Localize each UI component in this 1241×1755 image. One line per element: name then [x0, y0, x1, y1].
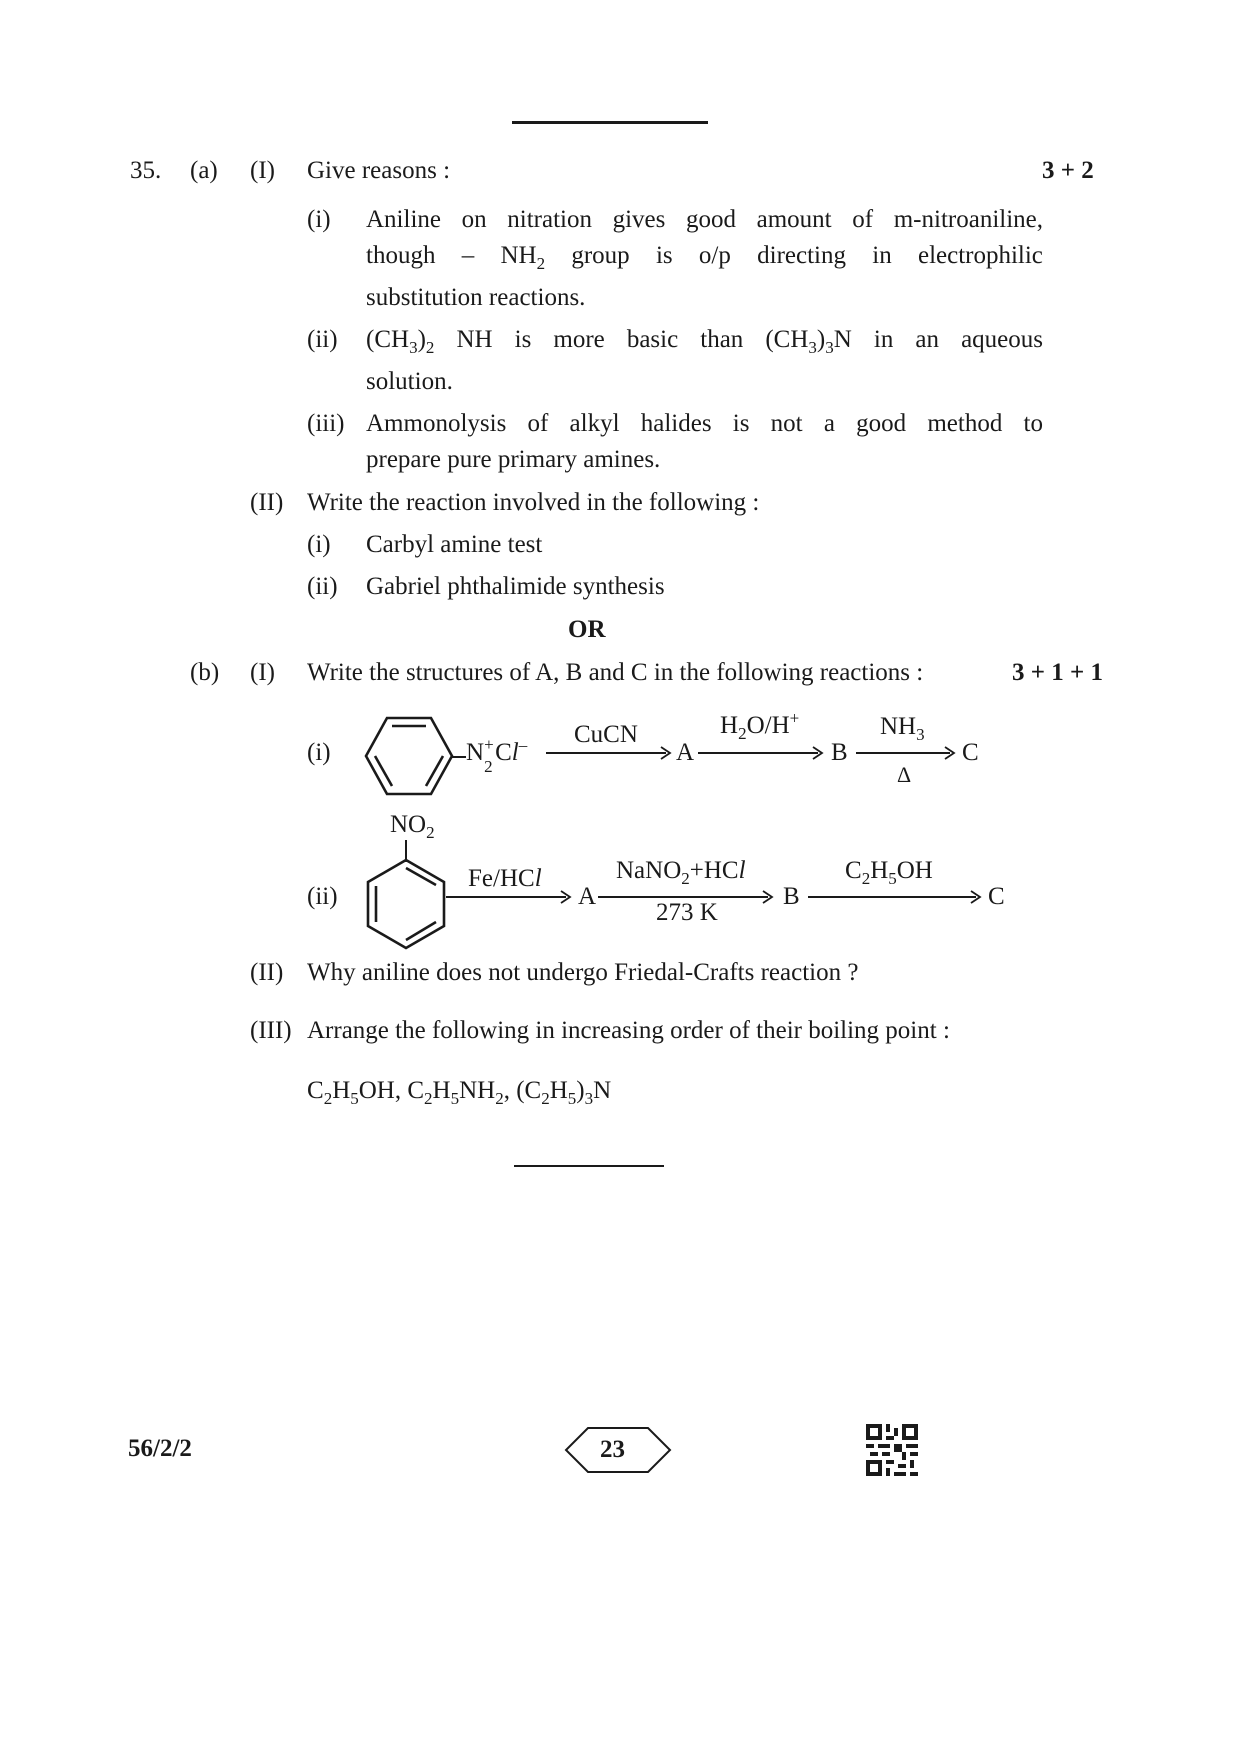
arrow-1-head: [660, 746, 672, 760]
arrow-4-head: [560, 890, 572, 904]
part-b-II-text: Why aniline does not undergo Friedal-Crafts reaction ?: [307, 959, 859, 986]
reason-i-line3: substitution reactions.: [366, 284, 586, 311]
benzene-ring-icon: [364, 714, 456, 798]
reason-ii-line2: solution.: [366, 368, 453, 395]
part-a-II-text: Write the reaction involved in the following :: [307, 489, 760, 516]
reaction-item-ii-label: (ii): [307, 573, 338, 600]
arrow-6-head: [970, 890, 982, 904]
product-c-ii: C: [988, 883, 1005, 910]
reason-iii-line1: Ammonolysis of alkyl halides is not a good method to: [366, 410, 1043, 437]
part-a-I-label: (I): [250, 157, 275, 184]
part-b-III-text: Arrange the following in increasing order of their boiling point :: [307, 1017, 950, 1044]
product-a-i: A: [676, 739, 695, 766]
reaction-item-i-text: Carbyl amine test: [366, 531, 543, 558]
product-c-i: C: [962, 739, 979, 766]
part-b-II-label: (II): [250, 959, 284, 986]
reaction-ii-label: (ii): [307, 883, 338, 910]
qr-code-icon: [866, 1424, 918, 1476]
diazonium-salt: N + 2 Cl–: [466, 735, 528, 776]
reagent-ethanol: $C_2H_5OH$: [845, 857, 933, 888]
part-b-label: (b): [190, 659, 220, 686]
end-rule: [514, 1165, 664, 1167]
reaction-item-i-label: (i): [307, 531, 331, 558]
part-b-III-label: (III): [250, 1017, 292, 1044]
reagent-h2o-h: $H_2O/H^+$: [720, 708, 800, 743]
reaction-item-ii-text: Gabriel phthalimide synthesis: [366, 573, 665, 600]
arrow-3-line: [856, 752, 950, 754]
reason-i-line2: though – $NH_2$ group is o/p directing in electrophilic: [366, 242, 1043, 273]
part-a-I-text: Give reasons :: [307, 157, 451, 184]
reason-ii-label: (ii): [307, 326, 338, 353]
part-a-II-label: (II): [250, 489, 284, 516]
arrow-2-line: [698, 752, 818, 754]
part-b-I-text: Write the structures of A, B and C in the following reactions :: [307, 659, 924, 686]
diazo-bond: [452, 756, 466, 758]
reagent-nh3: $NH_3$: [880, 713, 925, 744]
part-a-marks: 3 + 2: [1042, 157, 1094, 184]
paper-code: 56/2/2: [128, 1435, 192, 1462]
reagent-cucn: CuCN: [574, 721, 638, 748]
arrow-3-head: [944, 746, 956, 760]
product-b-ii: B: [783, 883, 800, 910]
part-b-marks: 3 + 1 + 1: [1012, 659, 1103, 686]
arrow-6-line: [808, 896, 976, 898]
reason-ii-line1: $(CH_3)_2$ NH is more basic than $(CH_3)_3N$ in an aqueous: [366, 326, 1043, 357]
reagent-nano2-hcl: NaNO$_2$+HCl: [616, 857, 746, 888]
reagent-temperature: 273 K: [656, 899, 718, 926]
reagent-heat: Δ: [897, 762, 912, 787]
or-label: OR: [568, 616, 606, 643]
product-a-ii: A: [578, 883, 597, 910]
part-a-label: (a): [190, 157, 218, 184]
reason-iii-label: (iii): [307, 410, 345, 437]
product-b-i: B: [831, 739, 848, 766]
reaction-i-label: (i): [307, 739, 331, 766]
nitrobenzene-ring-icon: [364, 858, 448, 950]
question-number: 35.: [130, 157, 162, 184]
compound-list: $C_2H_5OH$, $C_2H_5NH_2$, $(C_2H_5)_3N$: [307, 1077, 612, 1108]
nitro-group: $NO_2$: [390, 811, 435, 842]
reason-i-line1: Aniline on nitration gives good amount of m-nitroaniline,: [366, 206, 1043, 233]
part-b-I-label: (I): [250, 659, 275, 686]
reason-i-label: (i): [307, 206, 331, 233]
arrow-4-line: [446, 896, 566, 898]
page-number: 23: [600, 1436, 625, 1463]
top-rule: [512, 121, 708, 124]
reagent-fe-hcl: Fe/HCl: [468, 865, 542, 892]
reason-iii-line2: prepare pure primary amines.: [366, 446, 661, 473]
arrow-1-line: [546, 752, 666, 754]
arrow-2-head: [812, 746, 824, 760]
arrow-5-head: [762, 890, 774, 904]
